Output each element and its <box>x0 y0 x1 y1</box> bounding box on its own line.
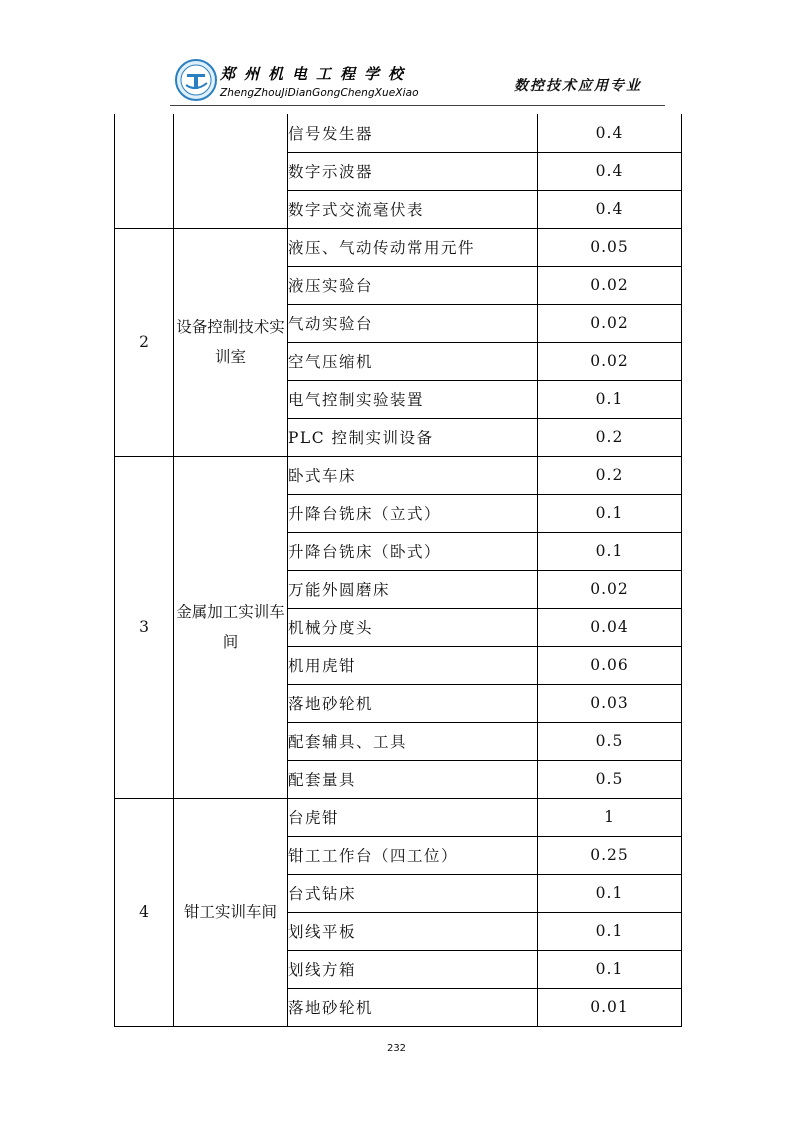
equipment-name: 机用虎钳 <box>288 646 538 684</box>
equipment-qty: 0.25 <box>538 836 682 874</box>
group-number: 2 <box>115 228 174 456</box>
equipment-qty: 0.4 <box>538 152 682 190</box>
page-number: 232 <box>386 1043 407 1054</box>
equipment-qty: 0.03 <box>538 684 682 722</box>
equipment-name: 液压、气动传动常用元件 <box>288 228 538 266</box>
equipment-table <box>114 114 682 1027</box>
equipment-name: 划线平板 <box>288 912 538 950</box>
equipment-name: 卧式车床 <box>288 456 538 494</box>
equipment-qty: 0.1 <box>538 380 682 418</box>
group-room: 金属加工实训车间 <box>174 456 288 798</box>
equipment-name: 空气压缩机 <box>288 342 538 380</box>
equipment-name: 数字示波器 <box>288 152 538 190</box>
equipment-name: 数字式交流毫伏表 <box>288 190 538 228</box>
equipment-name: 气动实验台 <box>288 304 538 342</box>
equipment-name: 升降台铣床（立式） <box>288 494 538 532</box>
table-row <box>115 114 682 152</box>
equipment-name: 台式钻床 <box>288 874 538 912</box>
equipment-name: 升降台铣床（卧式） <box>288 532 538 570</box>
table-row <box>115 456 682 494</box>
equipment-qty: 0.01 <box>538 988 682 1026</box>
major-title: 数控技术应用专业 <box>514 78 642 94</box>
equipment-name: 机械分度头 <box>288 608 538 646</box>
equipment-name: 液压实验台 <box>288 266 538 304</box>
equipment-qty: 0.1 <box>538 494 682 532</box>
equipment-qty: 0.4 <box>538 190 682 228</box>
header-divider <box>170 105 665 106</box>
equipment-qty: 0.5 <box>538 722 682 760</box>
page-header <box>170 58 665 110</box>
equipment-qty: 0.2 <box>538 418 682 456</box>
group-room: 钳工实训车间 <box>174 798 288 1026</box>
equipment-name: 电气控制实验装置 <box>288 380 538 418</box>
equipment-qty: 0.1 <box>538 532 682 570</box>
group-room: 设备控制技术实训室 <box>174 228 288 456</box>
equipment-name: 落地砂轮机 <box>288 684 538 722</box>
equipment-qty: 0.05 <box>538 228 682 266</box>
equipment-name: 万能外圆磨床 <box>288 570 538 608</box>
equipment-qty: 0.02 <box>538 342 682 380</box>
equipment-qty: 0.02 <box>538 266 682 304</box>
equipment-name: 配套量具 <box>288 760 538 798</box>
equipment-name: 配套辅具、工具 <box>288 722 538 760</box>
equipment-qty: 0.1 <box>538 912 682 950</box>
equipment-qty: 0.5 <box>538 760 682 798</box>
equipment-qty: 0.2 <box>538 456 682 494</box>
table-row <box>115 798 682 836</box>
group-room <box>174 114 288 228</box>
equipment-qty: 0.1 <box>538 874 682 912</box>
school-name-en: ZhengZhouJiDianGongChengXueXiao <box>220 87 419 99</box>
equipment-qty: 1 <box>538 798 682 836</box>
equipment-qty: 0.04 <box>538 608 682 646</box>
equipment-qty: 0.02 <box>538 304 682 342</box>
equipment-qty: 0.4 <box>538 114 682 152</box>
group-number: 4 <box>115 798 174 1026</box>
equipment-name: PLC 控制实训设备 <box>288 418 538 456</box>
group-number <box>115 114 174 228</box>
school-logo-icon <box>174 58 218 102</box>
table-row <box>115 228 682 266</box>
equipment-qty: 0.02 <box>538 570 682 608</box>
equipment-qty: 0.1 <box>538 950 682 988</box>
equipment-name: 划线方箱 <box>288 950 538 988</box>
group-number: 3 <box>115 456 174 798</box>
school-name-cn: 郑州机电工程学校 <box>220 65 413 83</box>
equipment-name: 钳工工作台（四工位） <box>288 836 538 874</box>
equipment-name: 信号发生器 <box>288 114 538 152</box>
equipment-name: 台虎钳 <box>288 798 538 836</box>
equipment-name: 落地砂轮机 <box>288 988 538 1026</box>
equipment-qty: 0.06 <box>538 646 682 684</box>
